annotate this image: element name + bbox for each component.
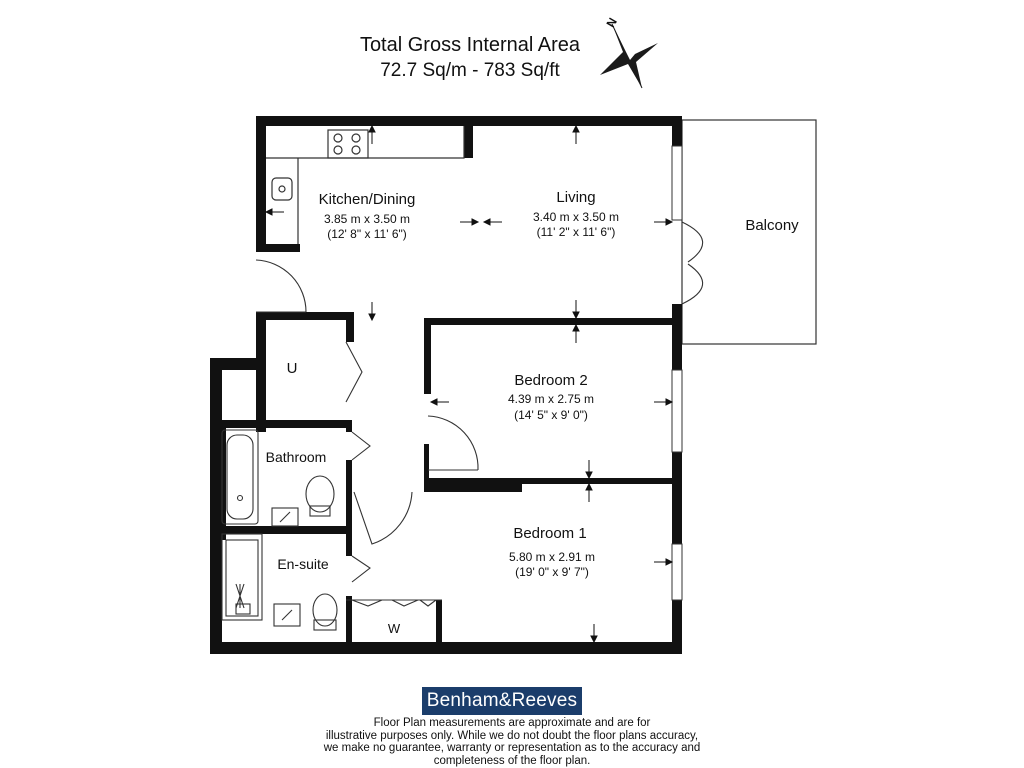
kitchen-dining-metric: 3.85 m x 3.50 m [323, 212, 411, 226]
north-label: N [603, 15, 620, 30]
living-name: Living [556, 189, 596, 206]
bedroom-2-imperial: (14' 5" x 9' 0") [514, 408, 588, 422]
wardrobe-label: W [387, 621, 401, 636]
area-value: 72.7 Sq/m - 783 Sq/ft [380, 60, 560, 81]
bedroom-2-metric: 4.39 m x 2.75 m [507, 392, 595, 406]
utility-label: U [286, 360, 298, 377]
living-metric: 3.40 m x 3.50 m [532, 210, 620, 224]
bedroom-1-name: Bedroom 1 [513, 525, 587, 542]
compass-icon [600, 15, 658, 88]
walls [210, 116, 682, 654]
doors [256, 222, 703, 606]
disclaimer-line: Floor Plan measurements are approximate and are for [373, 717, 651, 729]
ensuite-label: En-suite [277, 556, 329, 572]
bedroom-1-imperial: (19' 0" x 9' 7") [515, 565, 589, 579]
kitchen-dining-name: Kitchen/Dining [318, 191, 416, 208]
bedroom-2-name: Bedroom 2 [514, 372, 588, 389]
disclaimer [270, 717, 754, 767]
bathroom-label: Bathroom [265, 449, 327, 465]
disclaimer-line: illustrative purposes only. While we do not doubt the floor plans accuracy, [325, 729, 699, 742]
balcony-label: Balcony [745, 217, 799, 234]
bedroom-1-metric: 5.80 m x 2.91 m [508, 550, 596, 564]
living-imperial: (11' 2" x 11' 6") [536, 225, 616, 239]
area-title: Total Gross Internal Area [359, 34, 581, 56]
kitchen-dining-imperial: (12' 8" x 11' 6") [327, 227, 407, 241]
brand-logo: Benham&Reeves [422, 687, 582, 715]
disclaimer-line: completeness of the floor plan. [433, 754, 591, 767]
disclaimer-line: we make no guarantee, warranty or representation as to the accuracy and [323, 742, 701, 754]
